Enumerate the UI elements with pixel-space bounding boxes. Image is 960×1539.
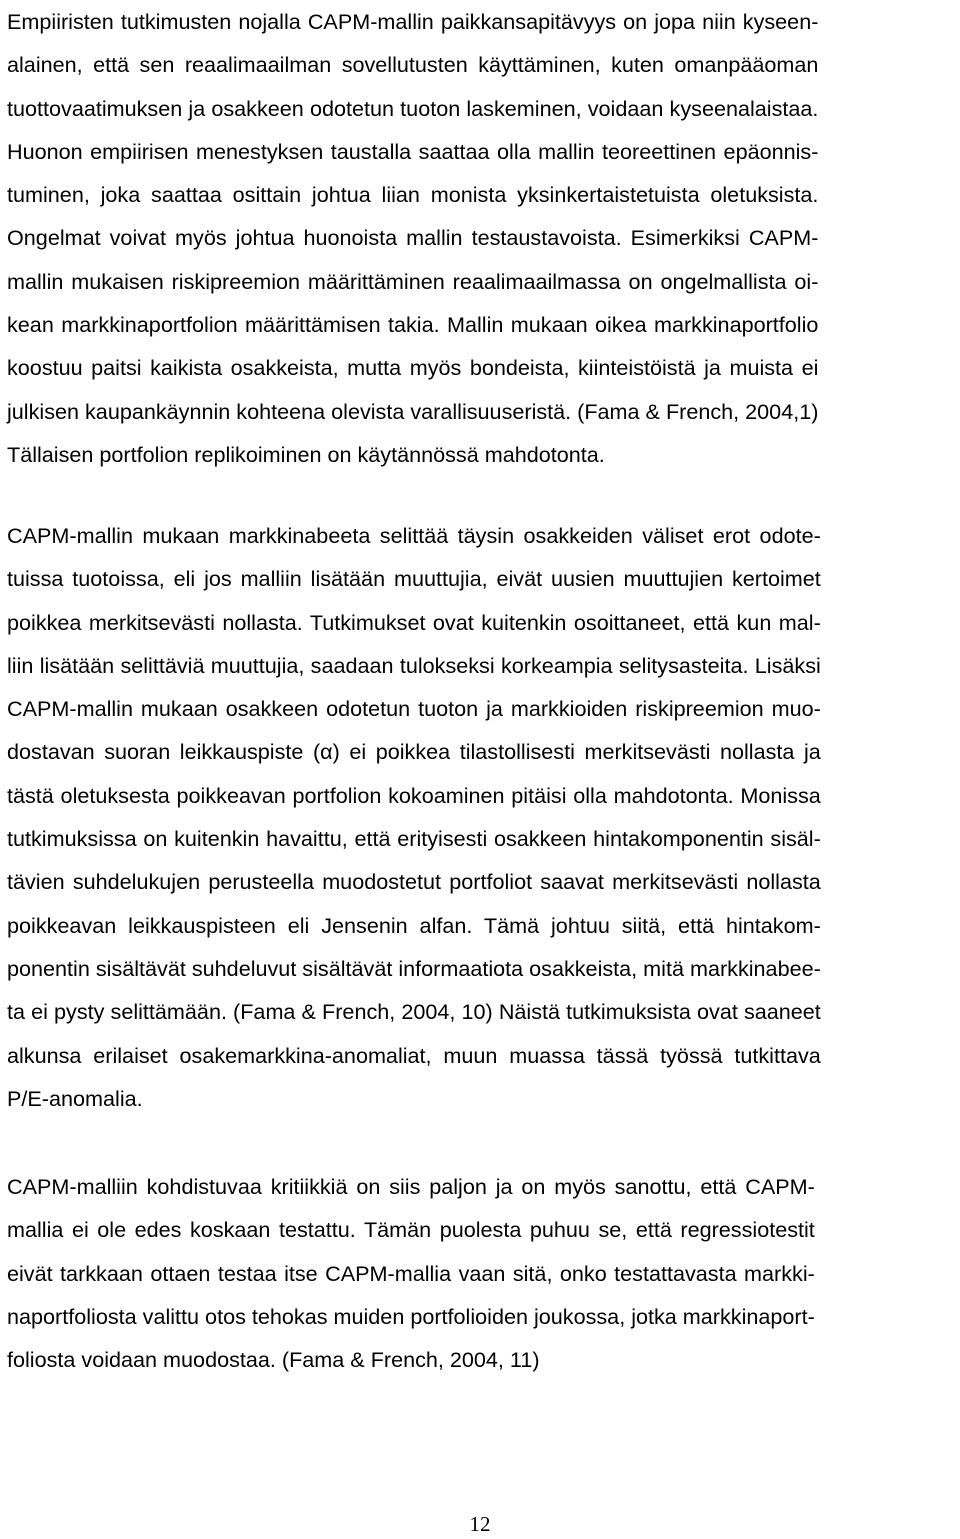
text-line: julkisen kaupankäynnin kohteena olevista varallisuuseristä. (Fama & French, 2004,1): [7, 398, 819, 424]
text-line: CAPM-malliin kohdistuvaa kritiikkiä on siis paljon ja on myös sanottu, että CAPM-: [7, 1174, 815, 1199]
text-line: alainen, että sen reaalimaailman sovellutusten käyttäminen, kuten omanpääoman: [7, 52, 819, 78]
paragraph-capm-testing: [7, 1165, 815, 1381]
text-line: tuissa tuotoissa, eli jos malliin lisätään muuttujia, eivät uusien muuttujien kertoimet: [7, 566, 821, 592]
text-line: mallia ei ole edes koskaan testattu. Tämän puolesta puhuu se, että regressiotestit: [7, 1217, 815, 1243]
text-line: Ongelmat voivat myös johtua huonoista mallin testaustavoista. Esimerkiksi CAPM-: [7, 225, 819, 251]
text-line: mallin mukaisen riskipreemion määrittäminen reaalimaailmassa on ongelmallista oi-: [7, 268, 819, 294]
text-line: Empiiristen tutkimusten nojalla CAPM-mallin paikkansapitävyys on jopa niin kyseen-: [7, 9, 819, 34]
text-line: tästä oletuksesta poikkeavan portfolion kokoaminen pitäisi olla mahdotonta. Monissa: [7, 782, 821, 808]
text-line: tävien suhdelukujen perusteella muodostetut portfoliot saavat merkitsevästi nollasta: [7, 869, 821, 895]
text-line: foliosta voidaan muodostaa. (Fama & French, 2004, 11): [7, 1347, 540, 1373]
text-line: poikkea merkitsevästi nollasta. Tutkimukset ovat kuitenkin osoittaneet, että kun mal-: [7, 609, 821, 635]
text-line: tuminen, joka saattaa osittain johtua liian monista yksinkertaistetuista oletuksista.: [7, 182, 819, 208]
text-line: naportfoliosta valittu otos tehokas muiden portfolioiden joukossa, jotka markkinaport-: [7, 1303, 815, 1329]
text-line: tutkimuksissa on kuitenkin havaittu, että erityisesti osakkeen hintakomponentin sisäl-: [7, 826, 821, 852]
text-line: dostavan suoran leikkauspiste (α) ei poikkea tilastollisesti merkitsevästi nollasta ja: [7, 739, 821, 765]
text-line: ponentin sisältävät suhdeluvut sisältävät informaatiota osakkeista, mitä markkinabee-: [7, 955, 821, 981]
paragraph-capm-empirical-criticism: [7, 0, 818, 476]
text-line: alkunsa erilaiset osakemarkkina-anomaliat, muun muassa tässä työssä tutkittava: [7, 1042, 821, 1068]
page-number: 12: [469, 1512, 491, 1536]
text-line: ta ei pysty selittämään. (Fama & French, 2004, 10) Näistä tutkimuksista ovat saaneet: [7, 999, 821, 1025]
text-line: tuottovaatimuksen ja osakkeen odotetun tuoton laskeminen, voidaan kyseenalaistaa.: [7, 95, 819, 121]
text-line: eivät tarkkaan ottaen testaa itse CAPM-mallia vaan sitä, onko testattavasta markki-: [7, 1260, 815, 1286]
text-line: kean markkinaportfolion määrittämisen takia. Mallin mukaan oikea markkinaportfolio: [7, 312, 819, 338]
text-line: CAPM-mallin mukaan markkinabeeta selittää täysin osakkeiden väliset erot odote-: [7, 523, 821, 548]
text-line: koostuu paitsi kaikista osakkeista, mutta myös bondeista, kiinteistöistä ja muista ei: [7, 355, 819, 381]
text-line: CAPM-mallin mukaan osakkeen odotetun tuoton ja markkioiden riskipreemion muo-: [7, 696, 821, 722]
text-line: Huonon empiirisen menestyksen taustalla saattaa olla mallin teoreettinen epäonnis-: [7, 138, 819, 164]
paragraph-market-beta: [7, 514, 821, 1120]
text-line: liin lisätään selittäviä muuttujia, saadaan tulokseksi korkeampia selitysasteita. Lisäksi: [7, 652, 821, 678]
text-line: poikkeavan leikkauspisteen eli Jensenin alfan. Tämä johtuu siitä, että hintakom-: [7, 912, 821, 938]
text-line: P/E-anomalia.: [7, 1085, 143, 1111]
text-line: Tällaisen portfolion replikoiminen on käytännössä mahdotonta.: [7, 441, 605, 467]
